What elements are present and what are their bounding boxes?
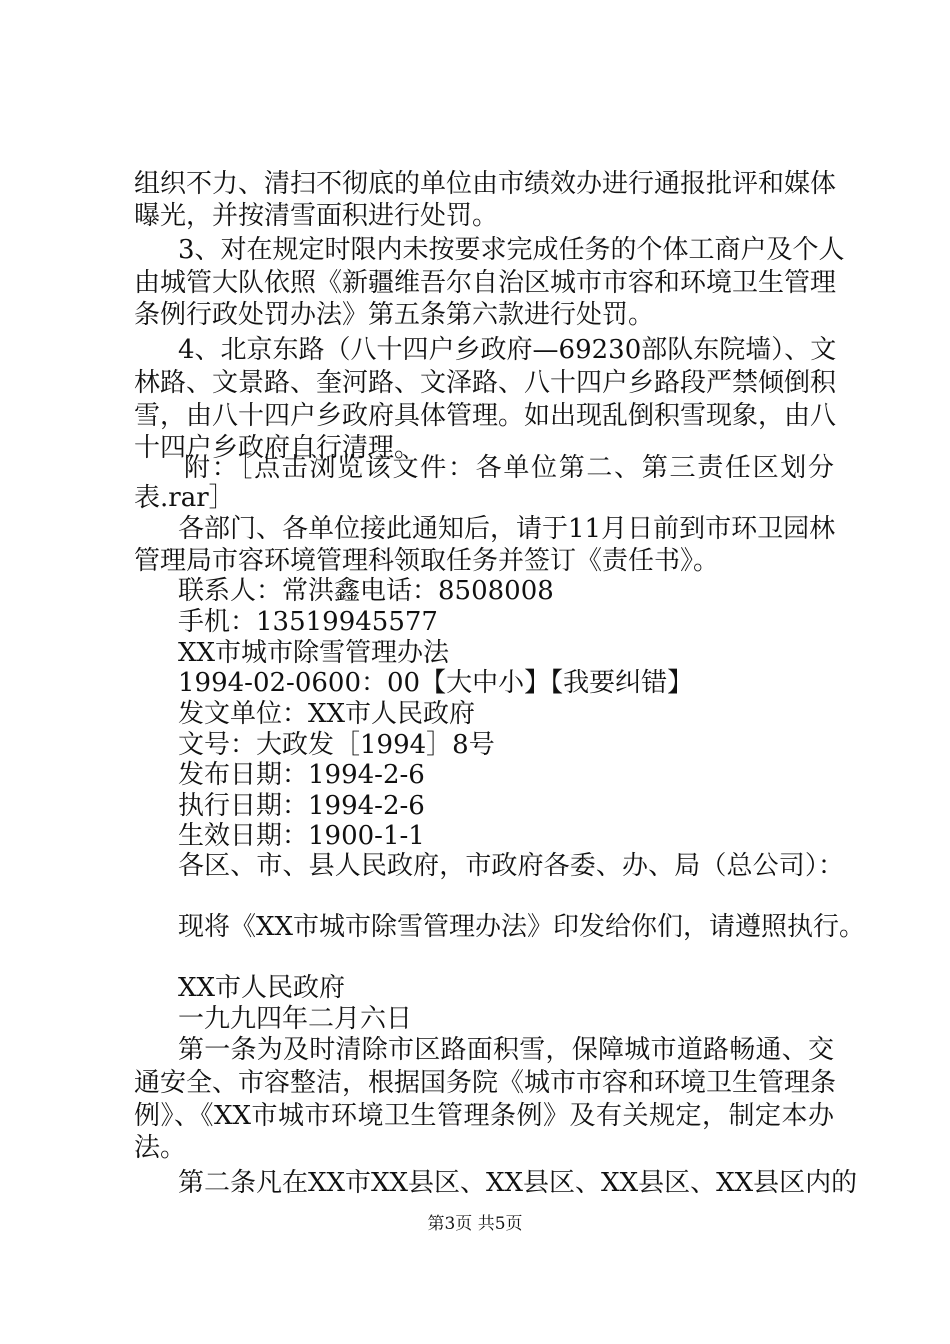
issue-date: 一九九四年二月六日 bbox=[178, 1004, 413, 1034]
text-line: 雪，由八十四户乡政府具体管理。如出现乱倒积雪现象，由八 bbox=[134, 401, 837, 431]
text-line: 4、北京东路（八十四户乡政府—69230部队东院墙）、文 bbox=[178, 335, 837, 365]
article-line: 第一条为及时清除市区路面积雪，保障城市道路畅通、交 bbox=[178, 1035, 834, 1065]
recipients-line: 各区、市、县人民政府，市政府各委、办、局（总公司）： bbox=[178, 851, 844, 881]
article-line: 第二条凡在XX市XX县区、XX县区、XX县区、XX县区内的 bbox=[178, 1168, 858, 1198]
attachment-line[interactable]: 附：［点击浏览该文件：各单位第二、第三责任区划分 bbox=[184, 453, 834, 483]
publish-date: 发布日期：1994-2-6 bbox=[178, 760, 425, 790]
contact-person: 联系人：常洪鑫电话：8508008 bbox=[178, 576, 554, 606]
page-footer: 第3页 共5页 bbox=[427, 1214, 523, 1234]
text-line: 管理局市容环境管理科领取任务并签订《责任书》。 bbox=[134, 546, 720, 576]
effective-date: 生效日期：1900-1-1 bbox=[178, 821, 425, 851]
text-line: 3、对在规定时限内未按要求完成任务的个体工商户及个人 bbox=[178, 235, 845, 265]
issuer-signature: XX市人民政府 bbox=[178, 973, 346, 1003]
notice-line: 现将《XX市城市除雪管理办法》印发给你们，请遵照执行。 bbox=[178, 912, 866, 942]
text-line: 林路、文景路、奎河路、文泽路、八十四户乡路段严禁倾倒积 bbox=[134, 368, 837, 398]
text-line: 曝光，并按清雪面积进行处罚。 bbox=[134, 201, 499, 231]
text-line: 由城管大队依照《新疆维吾尔自治区城市市容和环境卫生管理 bbox=[134, 268, 837, 298]
doc-title: XX市城市除雪管理办法 bbox=[178, 638, 450, 668]
article-line: 例》、《XX市城市环境卫生管理条例》及有关规定，制定本办 bbox=[134, 1101, 834, 1131]
text-line: 条例行政处罚办法》第五条第六款进行处罚。 bbox=[134, 300, 655, 330]
doc-number: 文号：大政发［1994］8号 bbox=[178, 730, 495, 760]
contact-mobile: 手机：13519945577 bbox=[178, 607, 438, 637]
article-line: 法。 bbox=[134, 1133, 187, 1163]
text-line: 十四户乡政府自行清理。 bbox=[134, 433, 421, 463]
doc-meta-line: 1994-02-0600：00【大中小】【我要纠错】 bbox=[178, 668, 694, 698]
attachment-filename[interactable]: 表.rar］ bbox=[134, 483, 235, 513]
text-line: 组织不力、清扫不彻底的单位由市绩效办进行通报批评和媒体 bbox=[134, 169, 837, 199]
issuing-unit: 发文单位：XX市人民政府 bbox=[178, 699, 476, 729]
execute-date: 执行日期：1994-2-6 bbox=[178, 791, 425, 821]
article-line: 通安全、市容整洁，根据国务院《城市市容和环境卫生管理条 bbox=[134, 1068, 837, 1098]
text-line: 各部门、各单位接此通知后，请于11月日前到市环卫园林 bbox=[178, 514, 836, 544]
